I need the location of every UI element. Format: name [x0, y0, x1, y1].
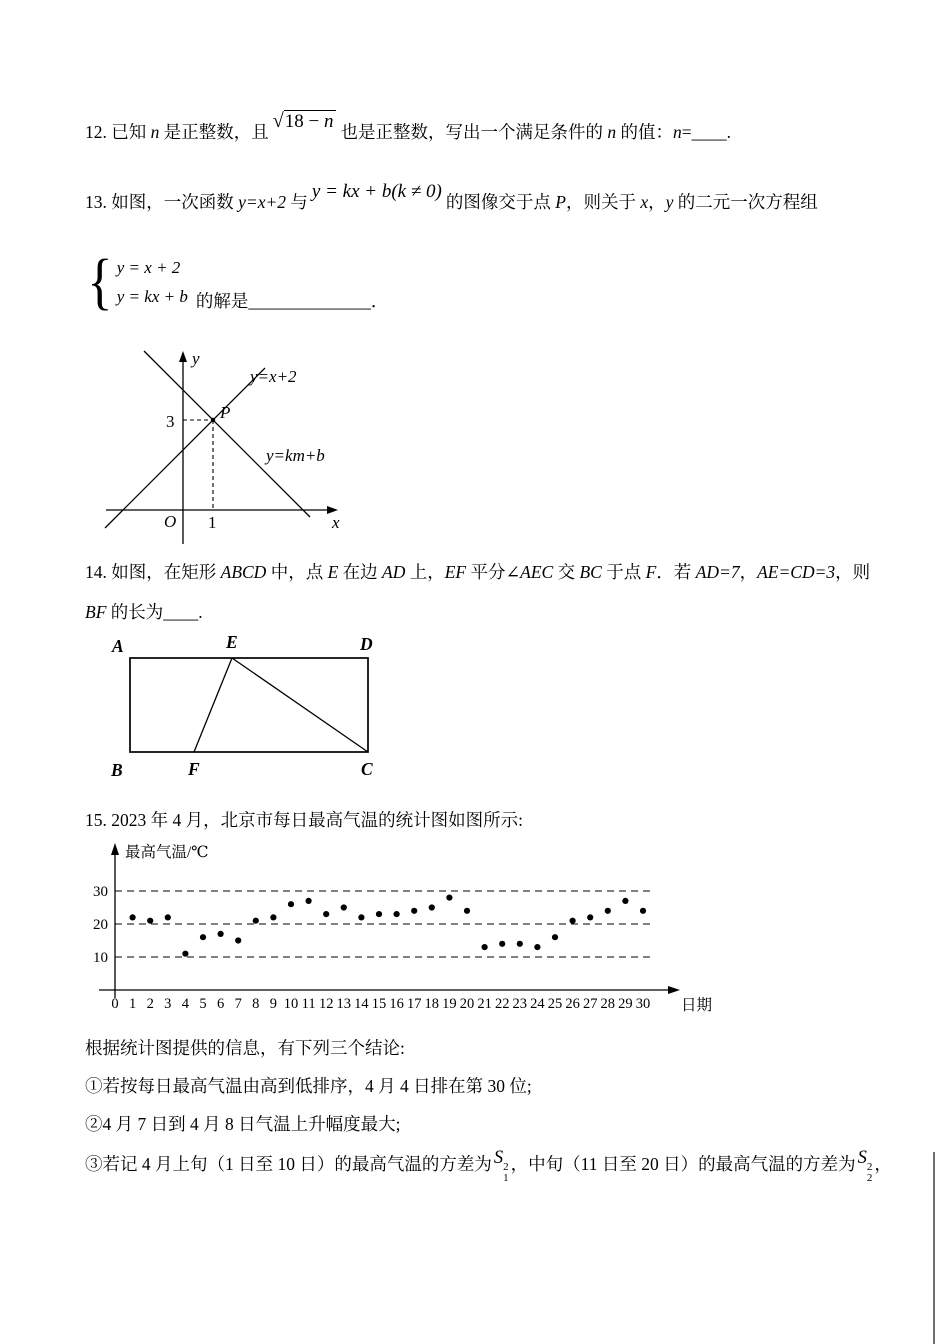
text-segment: 的图像交于点	[445, 192, 556, 212]
x-tick-label: 17	[406, 996, 422, 1012]
conclusion-2	[85, 1108, 401, 1140]
formula-kx-b: y = kx + b(k ≠ 0)	[311, 181, 442, 202]
text-segment: 于点	[601, 562, 646, 582]
data-point-day-20	[464, 908, 470, 914]
x-tick-label: 28	[600, 996, 616, 1012]
y-axis-label: y	[192, 349, 200, 368]
line1-label: y=x+2	[250, 367, 297, 386]
y-tick-label: 10	[93, 950, 108, 966]
y-axis-arrow	[179, 351, 187, 362]
given-AE-CD-3: AE=CD=3	[757, 562, 836, 582]
segment-EC	[232, 658, 368, 752]
data-point-day-21	[482, 944, 488, 950]
data-point-day-13	[341, 904, 347, 910]
var-S: S	[493, 1148, 504, 1168]
data-point-day-15	[376, 911, 382, 917]
text-segment: 在边	[338, 562, 383, 582]
superscript-2: 2	[866, 1161, 873, 1173]
x-tick-label: 5	[199, 996, 207, 1012]
data-point-day-14	[358, 914, 364, 920]
x-tick-label: 19	[442, 996, 457, 1012]
question-number: 15.	[85, 810, 107, 830]
question-number: 12.	[85, 122, 107, 142]
x-tick-label: 15	[371, 996, 387, 1012]
x-tick-label: 25	[547, 996, 563, 1012]
subscript-2: 2	[866, 1172, 873, 1184]
data-point-day-23	[517, 941, 523, 947]
text-segment: 中，点	[266, 562, 328, 582]
text-segment: ，	[739, 562, 758, 582]
chart-x-axis-arrow	[668, 986, 680, 994]
solution-blank-text: 的解是______________．	[195, 291, 389, 311]
text-segment: 如图，在矩形	[111, 562, 221, 582]
subscript-1: 1	[503, 1172, 509, 1184]
var-y: y	[665, 192, 674, 212]
data-point-day-18	[429, 904, 435, 910]
var-n: n	[672, 122, 682, 142]
question-13	[85, 181, 818, 219]
x-tick-label: 9	[269, 996, 278, 1012]
data-point-day-4	[182, 951, 188, 957]
conclusion-3	[85, 1148, 892, 1191]
data-point-day-30	[640, 908, 646, 914]
x-axis-label: x	[332, 513, 340, 532]
vertex-D-label: D	[360, 634, 373, 654]
data-point-day-6	[218, 931, 224, 937]
var-n: n	[607, 122, 617, 142]
point-F-label: F	[188, 759, 200, 779]
x-tick-label: 10	[283, 996, 299, 1012]
answer-blank: =____.	[681, 122, 731, 142]
superscript-2: 2	[503, 1161, 509, 1173]
chart-generated-content	[93, 884, 650, 1012]
temperature-chart	[85, 840, 717, 1025]
variance-S1-formula	[492, 1142, 511, 1184]
x-tick-label: 21	[477, 996, 492, 1012]
var-AEC: AEC	[520, 562, 554, 582]
data-point-day-10	[288, 901, 294, 907]
answer-blank: 的长为____.	[106, 602, 203, 622]
text-segment: 2023 年 4 月，北京市每日最高气温的统计图如图所示:	[111, 810, 523, 830]
var-ABCD: ABCD	[220, 562, 267, 582]
text-segment: 的二元一次方程组	[673, 192, 818, 212]
text-segment: 与	[286, 192, 308, 212]
data-point-day-9	[270, 914, 276, 920]
text-segment: ，	[874, 1154, 892, 1174]
x-tick-label: 14	[354, 996, 369, 1012]
var-EF: EF	[444, 562, 467, 582]
page-edge-line	[933, 1152, 935, 1344]
system-brace: {	[87, 248, 113, 316]
radical-sign: √	[272, 110, 284, 132]
text-segment: ．若	[656, 562, 696, 582]
radicand-var: n	[323, 111, 334, 132]
question-number: 14.	[85, 562, 107, 582]
question-number: 13.	[85, 192, 107, 212]
x-tick-label: 26	[565, 996, 580, 1012]
text-segment: 如图，一次函数	[111, 192, 239, 212]
x-tick-label: 6	[216, 996, 225, 1012]
x-tick-label: 29	[618, 996, 633, 1012]
var-F: F	[645, 562, 657, 582]
chart-y-axis-title: 最高气温/℃	[125, 844, 209, 861]
formula-y-x-2: y=x+2	[238, 192, 287, 212]
text-segment: ，则关于	[565, 192, 641, 212]
data-point-day-26	[570, 918, 576, 924]
vertex-C-label: C	[361, 759, 373, 779]
text-segment: 的值：	[616, 122, 673, 142]
text-segment: ，则	[835, 562, 871, 582]
data-point-day-24	[534, 944, 540, 950]
data-point-day-11	[306, 898, 312, 904]
data-point-day-29	[622, 898, 628, 904]
data-point-day-5	[200, 934, 206, 940]
data-point-day-7	[235, 937, 241, 943]
x-tick-label: 30	[635, 996, 651, 1012]
var-E: E	[327, 562, 339, 582]
data-point-day-3	[165, 914, 171, 920]
x-tick-label: 4	[181, 996, 190, 1012]
data-point-day-27	[587, 914, 593, 920]
x-tick-label: 2	[146, 996, 154, 1012]
x-tick-label: 13	[336, 996, 352, 1012]
segment-EF	[194, 658, 232, 752]
data-point-day-8	[253, 918, 259, 924]
var-BC: BC	[579, 562, 602, 582]
var-S: S	[857, 1148, 867, 1168]
text-segment: 平分∠	[466, 562, 521, 582]
x-tick-label: 11	[301, 996, 316, 1012]
data-point-day-1	[130, 914, 136, 920]
sqrt-formula	[269, 105, 341, 138]
q13-graph	[98, 348, 348, 548]
data-point-day-22	[499, 941, 505, 947]
text-segment: 上，	[405, 562, 445, 582]
x-tick-label: 1	[128, 996, 137, 1012]
text-segment: ②4 月 7 日到 4 月 8 日气温上升幅度最大;	[85, 1114, 401, 1134]
x-tick-label: 24	[530, 996, 545, 1012]
x-tick-label: 8	[252, 996, 260, 1012]
text-segment: ③若记 4 月上旬（1 日至 10 日）的最高气温的方差为	[85, 1154, 492, 1174]
vertex-B-label: B	[111, 760, 123, 780]
vertex-A-label: A	[112, 636, 124, 656]
x-tick-label: 3	[164, 996, 172, 1012]
text-segment: ，	[648, 192, 666, 212]
origin-label: O	[164, 512, 177, 531]
y-tick-label: 20	[93, 917, 108, 933]
data-point-day-12	[323, 911, 329, 917]
x-tick-label: 7	[234, 996, 242, 1012]
x-tick-label: 18	[424, 996, 440, 1012]
text-segment: 根据统计图提供的信息，有下列三个结论:	[85, 1038, 405, 1058]
text-segment: ，中旬（11 日至 20 日）的最高气温的方差为	[510, 1154, 856, 1174]
conclusions-intro	[85, 1032, 405, 1064]
y-tick-3: 3	[166, 412, 175, 431]
text-segment: 交	[553, 562, 580, 582]
x-tick-label: 22	[494, 996, 510, 1012]
equation-1: y = x + 2	[116, 257, 181, 277]
conclusion-1	[85, 1070, 532, 1102]
y-tick-label: 30	[93, 884, 108, 900]
text-segment: 已知	[111, 122, 151, 142]
question-14-line2	[85, 596, 203, 628]
line2-label: y=km+b	[266, 446, 325, 465]
radicand-number: 18 −	[284, 111, 324, 132]
data-point-day-17	[411, 908, 417, 914]
text-segment: 也是正整数，写出一个满足条件的	[340, 122, 608, 142]
var-n: n	[150, 122, 160, 142]
point-P-label: P	[220, 403, 231, 422]
text-segment: 是正整数，且	[159, 122, 269, 142]
x-tick-label: 23	[512, 996, 528, 1012]
x-tick-label: 20	[459, 996, 475, 1012]
question-12	[85, 110, 731, 149]
x-tick-label: 12	[318, 996, 334, 1012]
question-15	[85, 804, 523, 836]
given-AD-7: AD=7	[695, 562, 740, 582]
var-BF: BF	[85, 602, 107, 622]
x-tick-label: 27	[582, 996, 598, 1012]
x-tick-1: 1	[208, 513, 217, 532]
data-point-day-28	[605, 908, 611, 914]
point-E-label: E	[226, 632, 238, 652]
data-point-day-2	[147, 918, 153, 924]
x-tick-label: 0	[111, 996, 119, 1012]
data-point-day-16	[394, 911, 400, 917]
chart-x-axis-title: 日期	[681, 997, 713, 1014]
var-P: P	[555, 192, 566, 212]
variance-S2-formula	[856, 1142, 875, 1184]
x-tick-label: 16	[389, 996, 404, 1012]
data-point-day-19	[446, 895, 452, 901]
text-segment: ①若按每日最高气温由高到低排序，4 月 4 日排在第 30 位;	[85, 1076, 532, 1096]
var-x: x	[640, 192, 649, 212]
var-AD: AD	[382, 562, 406, 582]
equation-2: y = kx + b	[116, 286, 188, 306]
q14-rectangle-figure	[106, 632, 391, 787]
point-P	[211, 418, 215, 422]
rectangle-ABCD	[130, 658, 368, 752]
question-14-line1	[85, 556, 870, 588]
q13-equation-system	[85, 250, 388, 314]
data-point-day-25	[552, 934, 558, 940]
chart-y-axis-arrow	[111, 843, 119, 855]
